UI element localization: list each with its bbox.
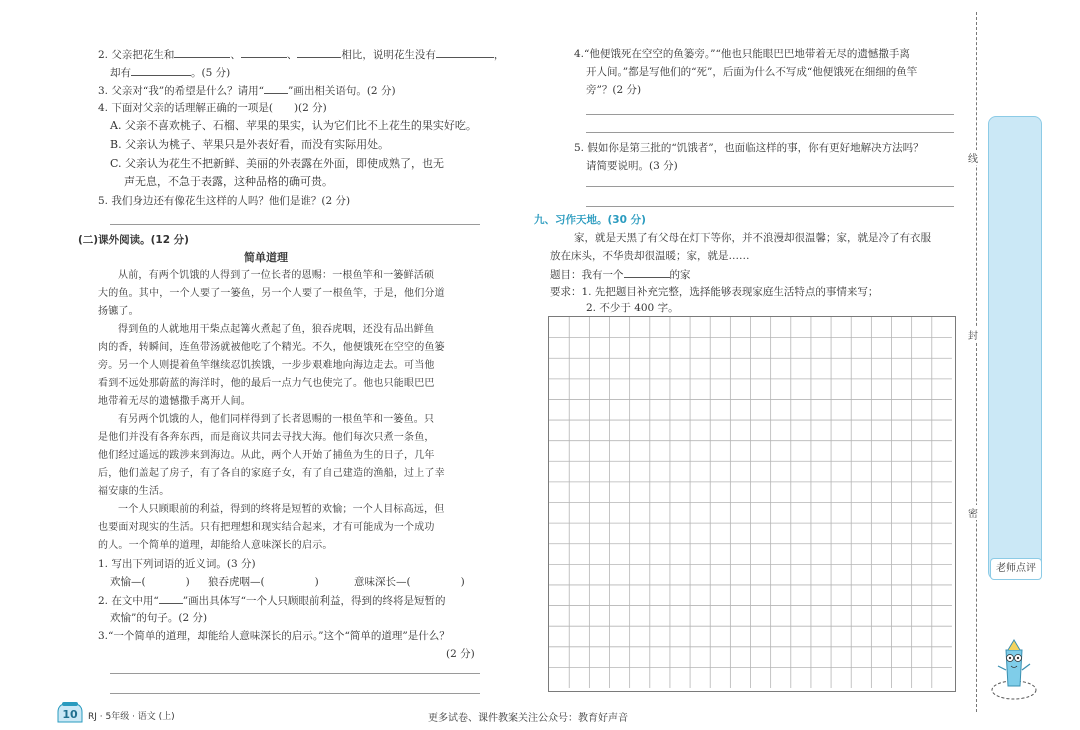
story-title: 简单道理 — [244, 251, 288, 264]
answer-line[interactable] — [110, 224, 480, 225]
story-line: 有另两个饥饿的人，他们同样得到了长者恩赐的一根鱼竿和一篓鱼。只 — [118, 414, 435, 425]
reading-q2-line2: 欢愉”的句子。(2 分) — [110, 612, 208, 624]
question-3: 3. 父亲对“我”的希望是什么？请用“ ”画出相关语句。(2 分) — [98, 82, 396, 99]
right-q5: 5. 假如你是第三批的“饥饿者”，也面临这样的事，你有更好地解决方法吗？ — [574, 142, 924, 154]
answer-line[interactable] — [110, 673, 480, 674]
question-2-line2: 却有 。(5 分) — [110, 64, 230, 81]
mascot-icon — [986, 636, 1042, 702]
right-q4-line2: 开人间。”都是写他们的“死”，后面为什么不写成“他便饿死在细细的鱼竿 — [586, 66, 918, 78]
story-line: 从前，有两个饥饿的人得到了一位长者的恩赐：一根鱼竿和一篓鲜活硕 — [118, 270, 435, 281]
underline-sample — [264, 82, 288, 94]
right-q4-line3: 旁”？(2 分) — [586, 84, 642, 96]
book-label: RJ · 5年级 · 语文 (上) — [88, 712, 175, 722]
option-c-line2: 声无息，不急于表露，这种品格的确可贵。 — [124, 175, 333, 188]
story-line: 肉的香，转瞬间，连鱼带汤就被他吃了个精光。不久，他便饿死在空空的鱼篓 — [98, 342, 445, 353]
writing-grid[interactable] — [548, 316, 956, 692]
underline-sample — [159, 592, 183, 604]
synonym-2[interactable]: 狼吞虎咽—( ) — [208, 576, 319, 588]
blank[interactable] — [174, 46, 230, 58]
answer-line[interactable] — [586, 132, 954, 133]
option-c[interactable]: C. 父亲认为花生不把新鲜、美丽的外表露在外面，即使成熟了，也无 — [110, 157, 445, 170]
answer-line[interactable] — [586, 206, 954, 207]
teacher-comment-panel[interactable] — [988, 116, 1042, 580]
option-b[interactable]: B. 父亲认为桃子、苹果只是外表好看，而没有实际用处。 — [110, 138, 390, 151]
story-line: 福安康的生活。 — [98, 486, 170, 497]
story-line: 的人。一个简单的道理，却能给人意味深长的启示。 — [98, 540, 333, 551]
story-line: 旁。另一个人则提着鱼竿继续忍饥挨饿，一步步艰难地向海边走去。可当他 — [98, 360, 435, 371]
story-line: 后，他们盖起了房子，有了各自的家庭子女，有了自己建造的渔船，过上了幸 — [98, 468, 445, 479]
blank[interactable] — [241, 46, 287, 58]
reading-q3: 3.“一个简单的道理，却能给人意味深长的启示。”这个“简单的道理”是什么？ — [98, 630, 450, 642]
story-line: 大的鱼。其中，一个人要了一篓鱼，另一个人要了一根鱼竿，于是，他们分道 — [98, 288, 445, 299]
question-2: 2. 父亲把花生和 、 、 相比，说明花生没有 ， — [98, 46, 504, 63]
writing-intro-line2: 放在床头，不华贵却很温暖；家，就是…… — [550, 250, 750, 262]
reading-q1: 1. 写出下列词语的近义词。(3 分) — [98, 558, 256, 570]
synonym-3[interactable]: 意味深长—( ) — [354, 576, 465, 588]
reading-q2: 2. 在文中用“ ”画出具体写“一个人只顾眼前利益，得到的终将是短暂的 — [98, 592, 445, 609]
question-4: 4. 下面对父亲的话理解正确的一项是( )(2 分) — [98, 102, 327, 114]
writing-requirement: 要求：1. 先把题目补充完整，选择能够表现家庭生活特点的事情来写； — [550, 286, 879, 298]
story-line: 是他们并没有各奔东西，而是商议共同去寻找大海。他们每次只煮一条鱼， — [98, 432, 435, 443]
answer-line[interactable] — [110, 693, 480, 694]
story-line: 地带着无尽的遗憾撒手离开人间。 — [98, 396, 251, 407]
teacher-comment-label: 老师点评 — [990, 558, 1042, 580]
cut-label: 密 — [968, 505, 978, 520]
story-line: 也要面对现实的生活。只有把理想和现实结合起来，才有可能成为一个成功 — [98, 522, 435, 533]
cut-label: 线 — [968, 150, 978, 165]
story-line: 一个人只顾眼前的利益，得到的终将是短暂的欢愉；一个人目标高远，但 — [118, 504, 445, 515]
section-title: (二)课外阅读。(12 分) — [78, 234, 189, 246]
option-a[interactable]: A. 父亲不喜欢桃子、石榴、苹果的果实，认为它们比不上花生的果实好吃。 — [110, 119, 477, 132]
writing-section-title: 九、习作天地。(30 分) — [534, 214, 646, 226]
blank[interactable] — [131, 64, 191, 76]
question-5: 5. 我们身边还有像花生这样的人吗？他们是谁？(2 分) — [98, 195, 351, 207]
cut-label: 封 — [968, 327, 978, 342]
blank[interactable] — [297, 46, 341, 58]
writing-requirement-2: 2. 不少于 400 字。 — [586, 302, 679, 314]
blank[interactable] — [436, 46, 494, 58]
writing-intro: 家，就是天黑了有父母在灯下等你，并不浪漫却很温馨；家，就是冷了有衣服 — [574, 232, 931, 244]
right-q4: 4.“他便饿死在空空的鱼篓旁。”“他也只能眼巴巴地带着无尽的遗憾撒手离 — [574, 48, 910, 60]
footer-note: 更多试卷、课件教案关注公众号：教育好声音 — [428, 713, 628, 724]
story-line: 看到不远处那蔚蓝的海洋时，他的最后一点力气也使完了。他也只能眼巴巴 — [98, 378, 435, 389]
story-line: 他们经过遥远的跋涉来到海边。从此，两个人开始了捕鱼为生的日子，几年 — [98, 450, 435, 461]
synonym-1[interactable]: 欢愉—( ) — [110, 576, 190, 588]
right-q5-line2: 请简要说明。(3 分) — [586, 160, 678, 172]
answer-line[interactable] — [586, 186, 954, 187]
reading-q3-score: (2 分) — [446, 648, 475, 660]
cut-line — [976, 12, 977, 712]
answer-line[interactable] — [586, 114, 954, 115]
title-blank[interactable] — [624, 266, 670, 278]
story-line: 扬镳了。 — [98, 306, 139, 317]
story-line: 得到鱼的人就地用干柴点起篝火煮起了鱼，狼吞虎咽，还没有品出鲜鱼 — [118, 324, 435, 335]
page-number: 10 — [62, 708, 78, 721]
writing-title: 题目：我有一个 的家 — [550, 266, 691, 283]
